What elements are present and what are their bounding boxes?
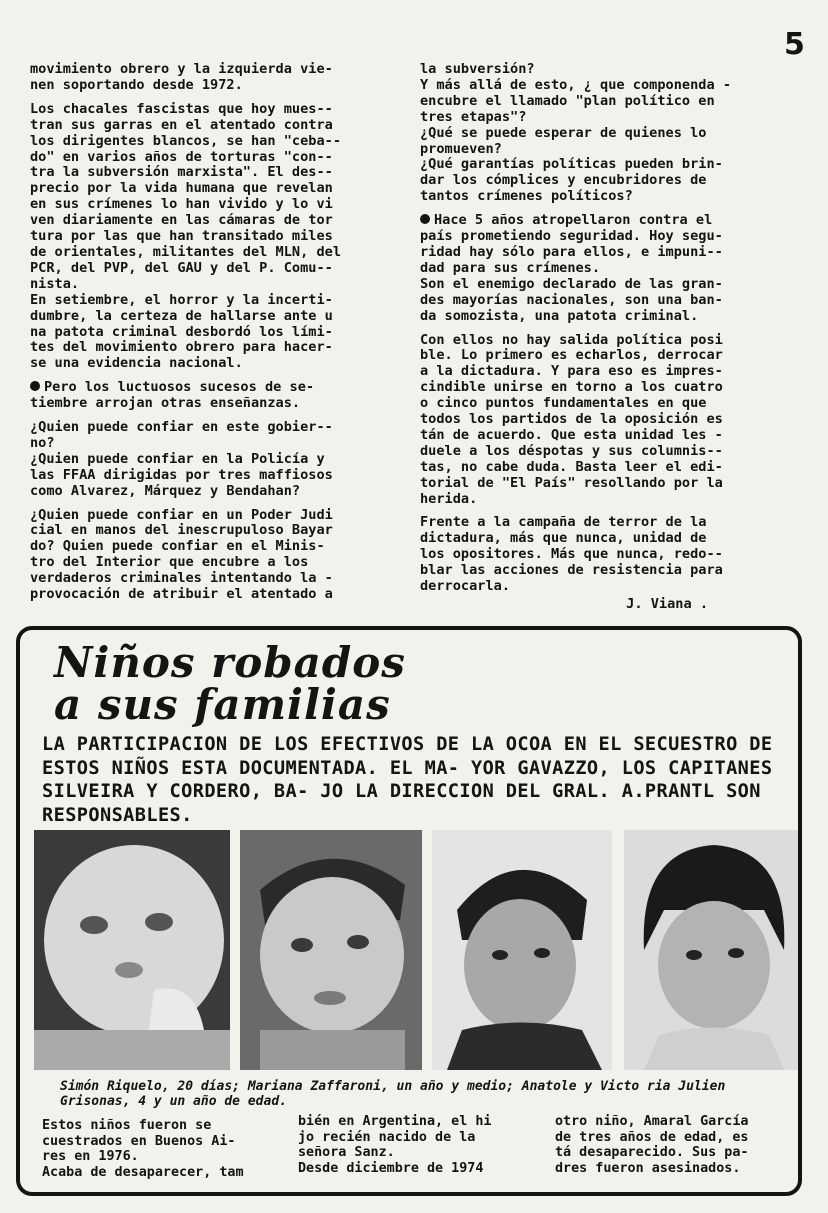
page-number: 5 <box>784 27 805 62</box>
article-paragraph-text: Pero los luctuosos sucesos de se- tiembre arrojan otras enseñanzas. <box>30 379 315 412</box>
article-signature: J. Viana . <box>626 596 708 612</box>
feature-text-column: bién en Argentina, el hi jo recién nacido de la señora Sanz. Desde diciembre de 1974 <box>298 1114 492 1176</box>
bullet-icon <box>420 214 430 224</box>
feature-box <box>16 626 802 1196</box>
boy-portrait-icon <box>432 830 612 1070</box>
article-paragraph: movimiento obrero y la izquierda vie- nen soportando desde 1972. <box>30 61 333 93</box>
photo-boy <box>432 830 612 1070</box>
feature-subtitle: LA PARTICIPACION DE LOS EFECTIVOS DE LA OCOA EN EL SECUESTRO DE ESTOS NIÑOS ESTA DOCUMENTADA. EL MA- YOR GAVAZZO, LOS CAPITANES SILVEIRA Y CORDERO, BA- JO LA DIRECCION DEL GRAL. A.PRANTL SON RESPONSABLES. <box>42 734 773 826</box>
photo-caption: Simón Riquelo, 20 días; Mariana Zaffaroni, un año y medio; Anatole y Victo ria Julien Grisonas, 4 y un año de edad. <box>60 1079 726 1109</box>
article-bullet-paragraph <box>30 380 398 412</box>
article-question: Y más allá de esto, ¿ que componenda - encubre el llamado "plan político en tres etapas"? <box>420 76 731 125</box>
article-paragraph: Los chacales fascistas que hoy mues-- tran sus garras en el atentado contra los dirigentes blancos, se han "ceba-- do" en varios años de torturas "con-- tra la subversión marxista". El des-- precio por la vida humana que revelan en sus crímenes lo han vivido y lo vi ven diariamente en las cámaras de tor tura por las que han transitado miles de orientales, militantes del MLN, del PCR, del PVP, del GAU y del P. Comu-- nista. <box>30 100 341 292</box>
article-question: ¿Qué se puede esperar de quienes lo promueven? <box>420 124 707 157</box>
photo-strip <box>34 830 802 1072</box>
infant-portrait-icon <box>34 830 230 1070</box>
article-question: ¿Quien puede confiar en la Policía y las FFAA dirigidas por tres maffiosos como Alvarez, Márquez y Bendahan? <box>30 450 333 499</box>
article-paragraph: Son el enemigo declarado de las gran- des mayorías nacionales, son una ban- da somozista, una patota criminal. <box>420 275 723 324</box>
article-question: ¿Quien puede confiar en este gobier-- no? <box>30 419 333 451</box>
photo-infant <box>34 830 230 1070</box>
bullet-icon <box>30 381 40 391</box>
feature-text-column: otro niño, Amaral García de tres años de edad, es tá desaparecido. Sus pa- dres fueron asesinados. <box>555 1114 749 1176</box>
photo-toddler <box>240 830 422 1070</box>
feature-title <box>54 638 534 729</box>
article-paragraph-text: Hace 5 años atropellaron contra el país prometiendo seguridad. Hoy segu- ridad hay sólo para ellos, e impuni-- dad para sus crímenes. <box>420 212 723 276</box>
photo-girl <box>624 830 800 1070</box>
toddler-portrait-icon <box>240 830 422 1070</box>
article-paragraph: Frente a la campaña de terror de la dictadura, más que nunca, unidad de los opositores. Más que nunca, redo-- blar las acciones de resistencia para derrocarla. <box>420 514 723 595</box>
feature-text-column: Estos niños fueron se cuestrados en Buenos Ai- res en 1976. Acaba de desaparecer, tam <box>42 1118 244 1180</box>
feature-title-line: Niños robados <box>54 638 406 687</box>
article-question: ¿Quien puede confiar en un Poder Judi cial en manos del inescrupuloso Bayar do? Quien puede confiar en el Minis- tro del Interior que encubre a los verdaderos criminales intentando la - provocación de atribuir el atentado a <box>30 506 333 603</box>
article-paragraph: Con ellos no hay salida política posi ble. Lo primero es echarlos, derrocar a la dictadura. Y para eso es impres- cindible unirse en torno a los cuatro o cinco puntos fundamentales en que todos los partidos de la oposición es tán de acuerdo. Que esta unidad les - duele a los déspotas y sus columnis-- tas, no cabe duda. Basta leer el edi- torial de "El País" resollando por la herida. <box>420 331 723 507</box>
article-left-column <box>30 62 398 611</box>
article-paragraph: la subversión? <box>420 61 535 77</box>
article-question: ¿Qué garantías políticas pueden brin- dar los cómplices y encubridores de tantos crímenes políticos? <box>420 156 723 205</box>
article-paragraph: En setiembre, el horror y la incerti- dumbre, la certeza de hallarse ante u na patota criminal desbordó los lími- tes del movimiento obrero para hacer- se una evidencia nacional. <box>30 291 333 372</box>
article-bullet-paragraph <box>420 213 778 277</box>
article-right-column <box>420 62 778 613</box>
girl-portrait-icon <box>624 830 800 1070</box>
feature-title-line: a sus familias <box>54 680 391 729</box>
